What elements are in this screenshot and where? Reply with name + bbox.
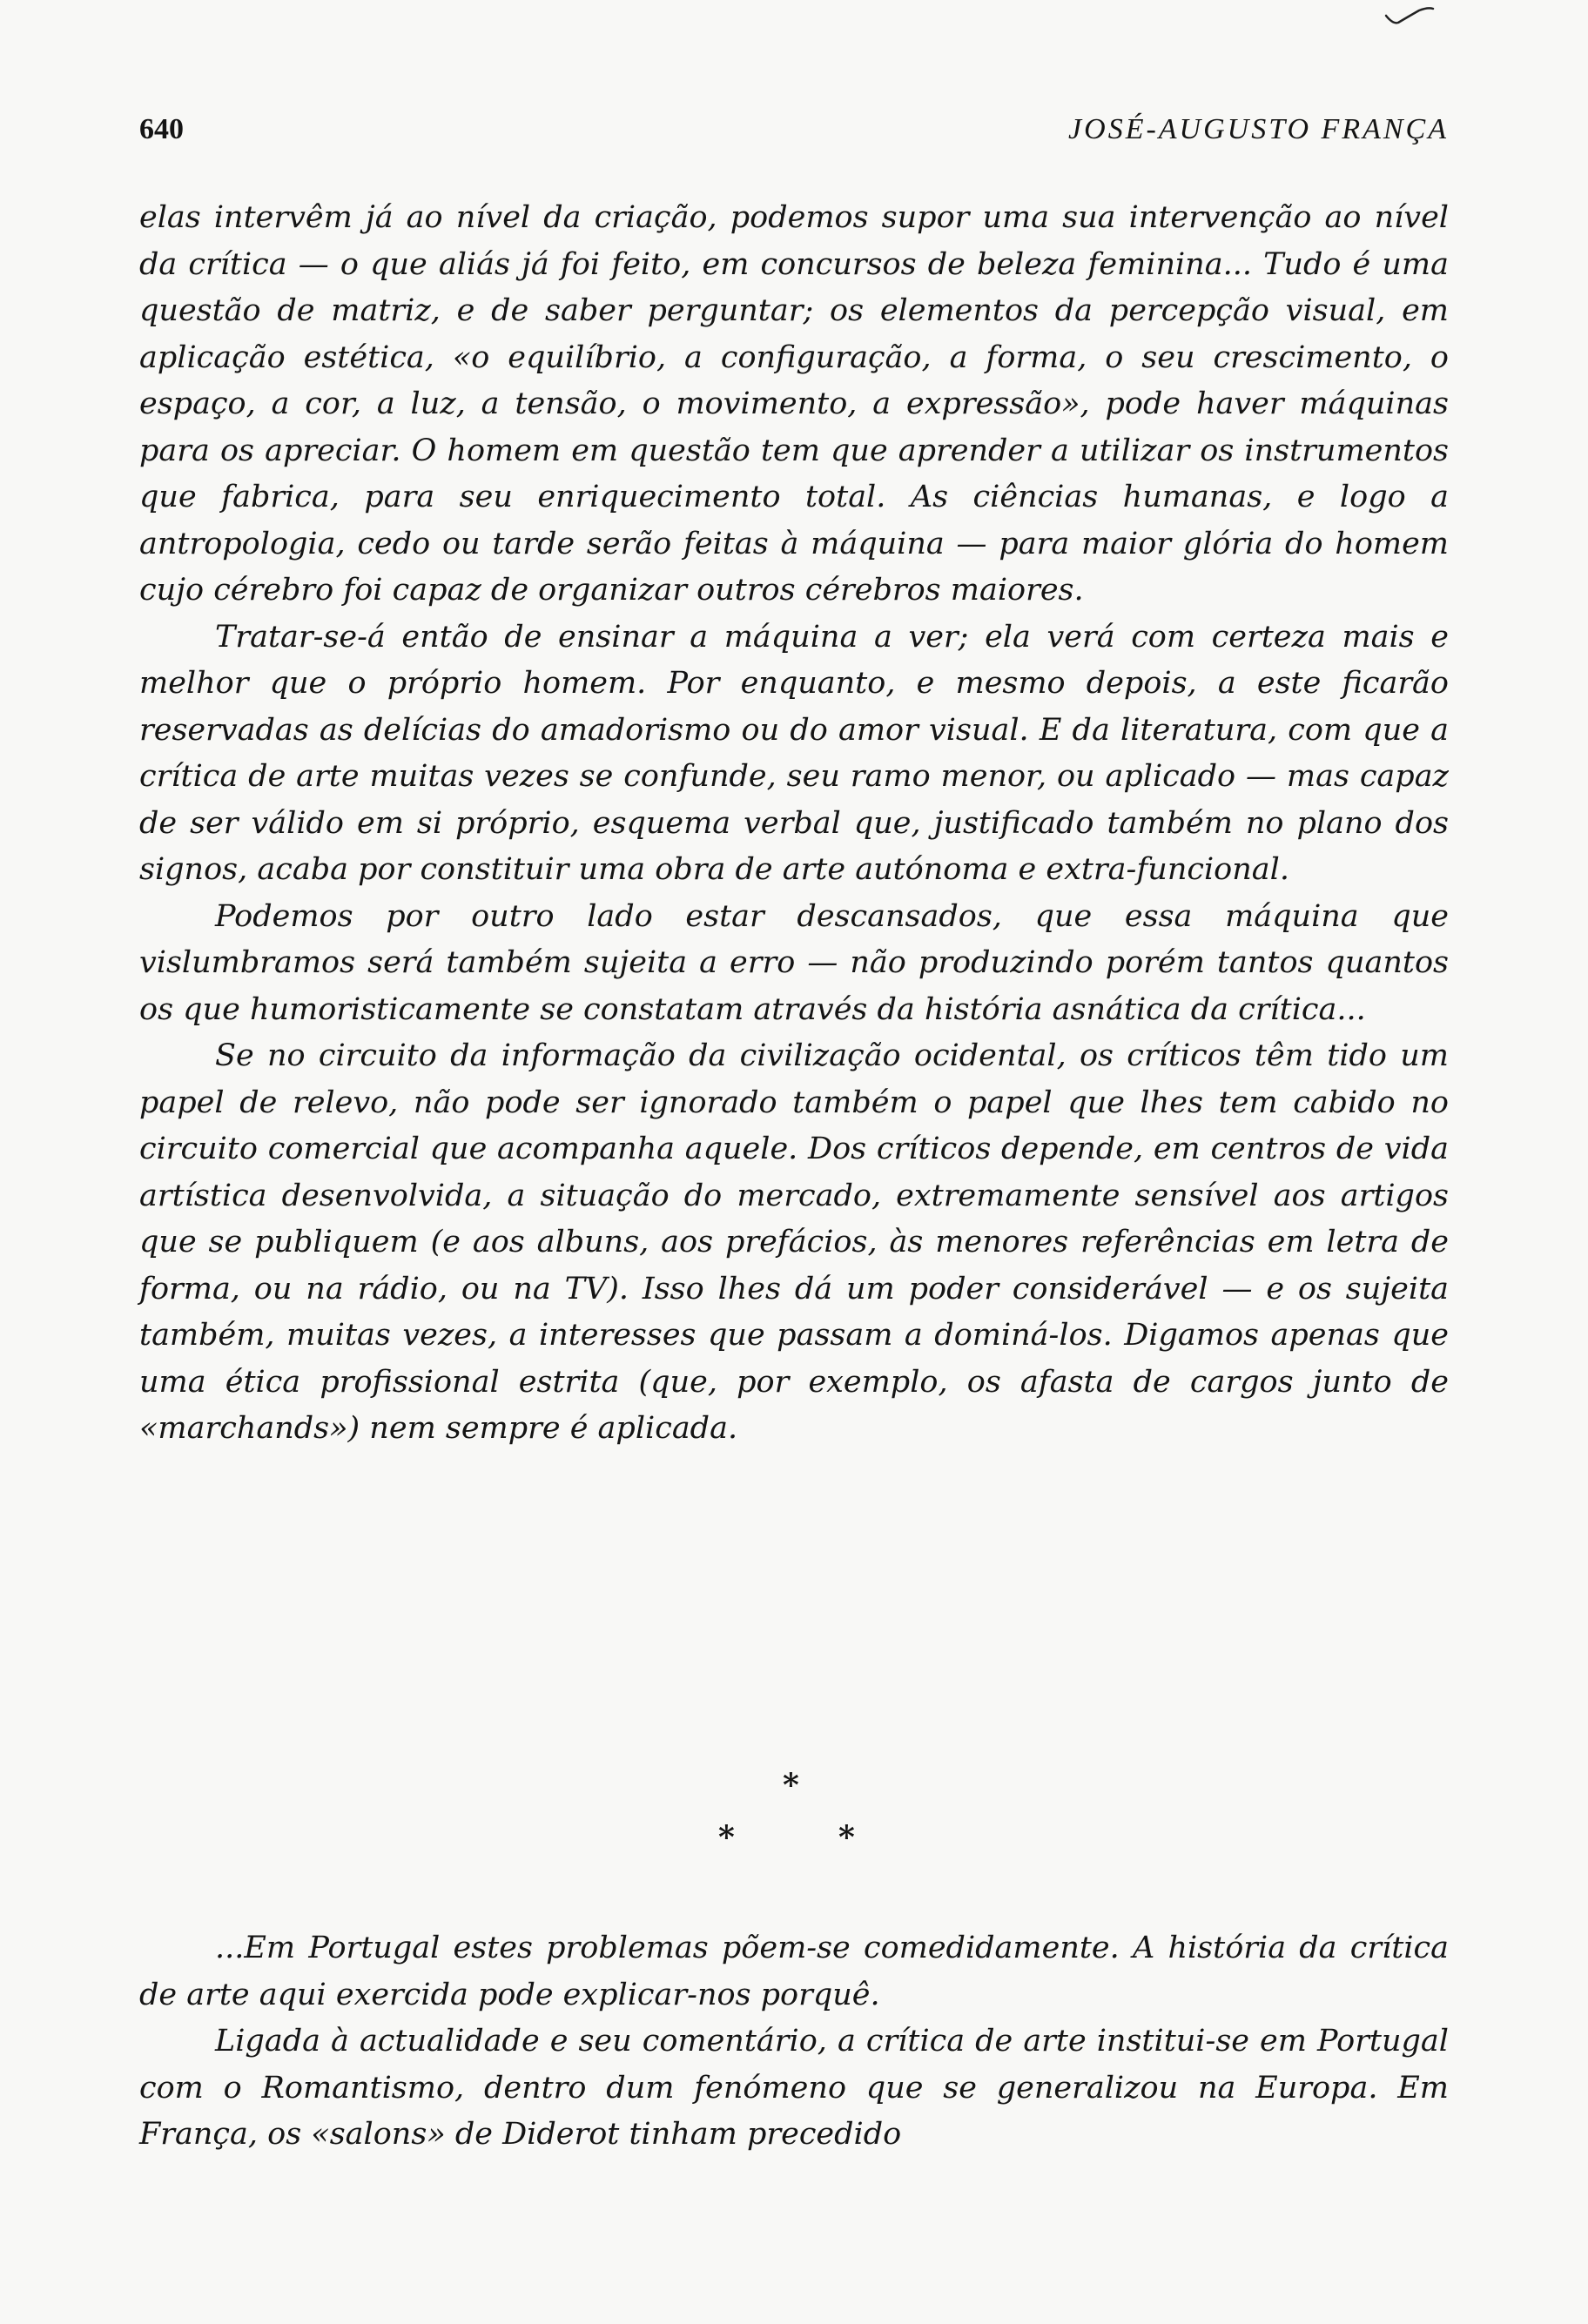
- paragraph: Tratar-se-á então de ensinar a máquina a ver; ela verá com certeza mais e melhor que o próprio homem. Por enquanto, e mesmo depois, a este ficarão reservadas as delícias do amadorismo ou do amor visual. E da literatura, com que a crítica de arte muitas vezes se confunde, seu ramo menor, ou aplicado — mas capaz de ser válido em si próprio, esquema verbal que, justificado também no plano dos signos, acaba por constituir uma obra de arte autónoma e extra-funcional.: [139, 619, 1449, 887]
- asterisk: *: [783, 1767, 799, 1803]
- paragraph: ...Em Portugal estes problemas põem-se comedidamente. A história da crítica de arte aqui exercida pode explicar-nos porquê.: [139, 1931, 1449, 2012]
- running-head: JOSÉ-AUGUSTO FRANÇA: [1068, 113, 1449, 145]
- body-text-bottom: [139, 1925, 1449, 2159]
- paragraph: Podemos por outro lado estar descansados, que essa máquina que vislumbramos será também sujeita a erro — não produzindo porém tantos quantos os que humoristicamente se constatam através da história asnática da crítica...: [139, 898, 1449, 1027]
- asterisk: *: [838, 1819, 855, 1856]
- paragraph: elas intervêm já ao nível da criação, podemos supor uma sua intervenção ao nível da crítica — o que aliás já foi feito, em concursos de beleza feminina... Tudo é uma questão de matriz, e de saber perguntar; os elementos da percepção visual, em aplicação estética, «o equilíbrio, a configuração, a forma, o seu crescimento, o espaço, a cor, a luz, a tensão, o movimento, a expressão», pode haver máquinas para os apreciar. O homem em questão tem que aprender a utilizar os instrumentos que fabrica, para seu enriquecimento total. As ciências humanas, e logo a antropologia, cedo ou tarde serão feitas à máquina — para maior glória do homem cujo cérebro foi capaz de organizar outros cérebros maiores.: [139, 200, 1449, 608]
- paragraph: Se no circuito da informação da civilização ocidental, os críticos têm tido um papel de relevo, não pode ser ignorado também o papel que lhes tem cabido no circuito comercial que acompanha aquele. Dos críticos depende, em centros de vida artística desenvolvida, a situação do mercado, extremamente sensível aos artigos que se publiquem (e aos albuns, aos prefácios, às menores referências em letra de forma, ou na rádio, ou na TV). Isso lhes dá um poder considerável — e os sujeita também, muitas vezes, a interesses que passam a dominá-los. Digamos apenas que uma ética profissional estrita (que, por exemplo, os afasta de cargos junto de «marchands») nem sempre é aplicada.: [139, 1038, 1449, 1446]
- page-number: 640: [139, 113, 184, 145]
- asterisk: *: [718, 1819, 735, 1856]
- paragraph: Ligada à actualidade e seu comentário, a crítica de arte institui-se em Portugal com o Romantismo, dentro dum fenómeno que se generalizou na Europa. Em França, os «salons» de Diderot tinham precedido: [139, 2024, 1449, 2152]
- pencil-check-mark: [1384, 5, 1445, 31]
- body-text-top: [139, 195, 1449, 1453]
- page-header: [139, 113, 1449, 157]
- section-break: [0, 1767, 1588, 1863]
